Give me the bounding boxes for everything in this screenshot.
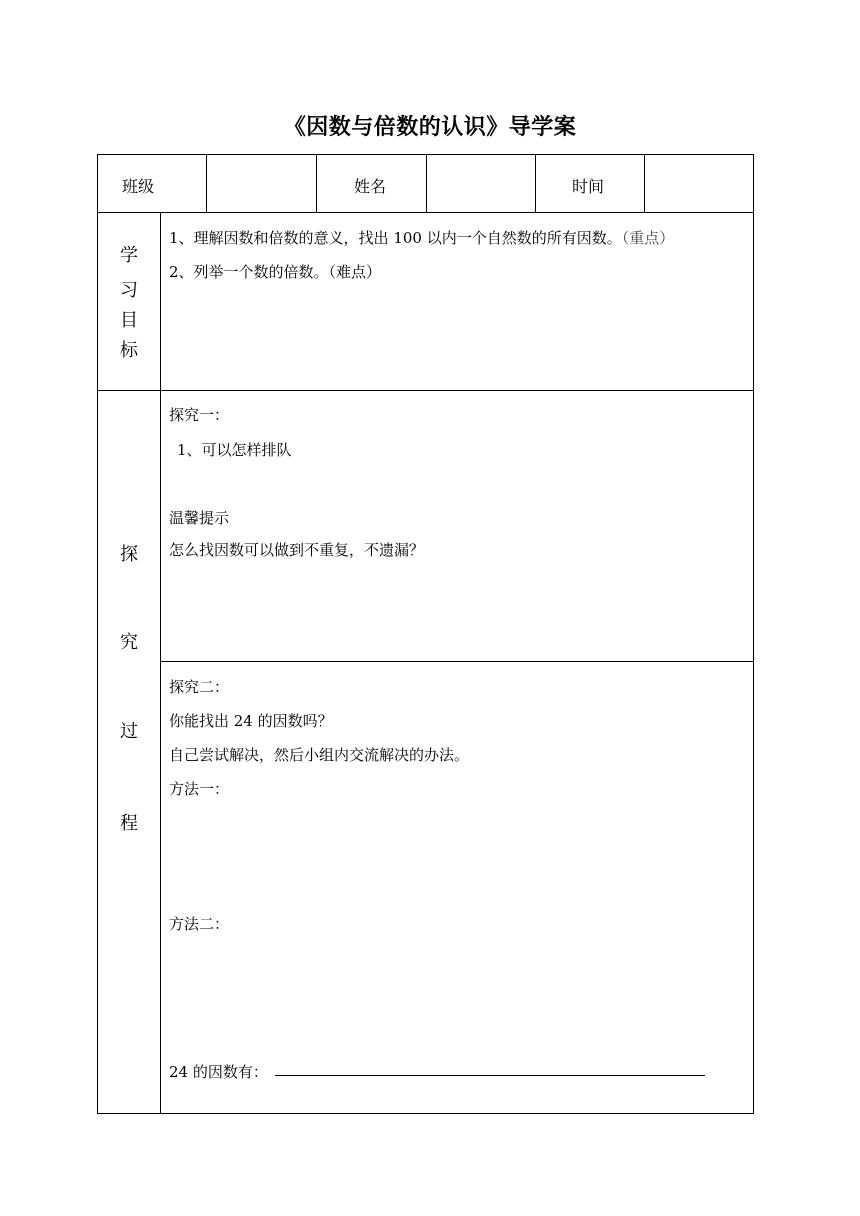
objective-item-2: 2、列举一个数的倍数。（难点） [169, 263, 382, 281]
method1-answer-area[interactable] [169, 800, 749, 900]
page-title: 《因数与倍数的认识》导学案 [283, 114, 577, 140]
explore2-heading: 探究二： [169, 678, 230, 696]
name-label: 姓名 [354, 177, 387, 196]
objectives-row-divider [97, 390, 754, 391]
explore2-instruction: 自己尝试解决，然后小组内交流解决的办法。 [169, 746, 470, 764]
answer-blank-line[interactable] [275, 1075, 705, 1076]
process-side-char: 究 [120, 632, 138, 653]
time-label: 时间 [572, 177, 605, 196]
objectives-side-char: 习 [120, 280, 138, 301]
answer-label: 24 的因数有： [169, 1063, 268, 1081]
explore2-question: 你能找出 24 的因数吗？ [169, 712, 333, 730]
process-side-char: 过 [120, 721, 138, 742]
process-side-char: 探 [120, 544, 138, 565]
header-col-divider [316, 154, 317, 212]
class-label: 班级 [122, 177, 155, 196]
objectives-side-char: 目 [120, 310, 138, 331]
header-col-divider [644, 154, 645, 212]
header-col-divider [535, 154, 536, 212]
objective-item-1-text: 1、理解因数和倍数的意义，找出 100 以内一个自然数的所有因数。 [169, 229, 622, 247]
header-col-divider [426, 154, 427, 212]
side-column-divider [160, 212, 161, 1114]
method2-label: 方法二： [169, 915, 230, 933]
method2-answer-area[interactable] [169, 935, 749, 1045]
explore-divider [160, 661, 754, 662]
explore1-heading: 探究一： [169, 406, 230, 424]
explore1-question: 1、可以怎样排队 [177, 441, 292, 459]
objective-item-1 [169, 227, 674, 248]
explore1-tip-heading: 温馨提示 [169, 509, 230, 527]
time-field[interactable] [646, 156, 752, 210]
name-field[interactable] [428, 156, 533, 210]
process-side-char: 程 [120, 813, 138, 834]
objective-item-1-note: （重点） [621, 229, 675, 247]
explore1-tip-text: 怎么找因数可以做到不重复，不遗漏？ [169, 541, 425, 559]
class-field[interactable] [208, 156, 314, 210]
header-row-divider [97, 212, 754, 213]
objectives-side-char: 学 [120, 245, 138, 266]
header-col-divider [206, 154, 207, 212]
objectives-side-char: 标 [120, 340, 138, 361]
method1-label: 方法一： [169, 780, 230, 798]
